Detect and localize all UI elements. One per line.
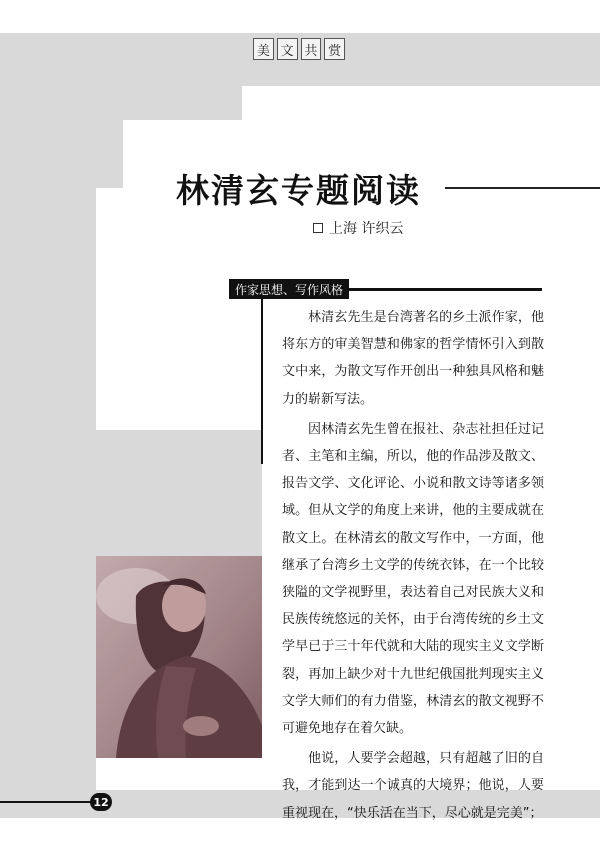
square-bullet-icon [313,223,323,233]
paragraph: 因林清玄先生曾在报社、杂志社担任过记者、主笔和主编，所以，他的作品涉及散文、报告文学、文化评论、小说和散文诗等诸多领域。但从文学的角度上来讲，他的主要成就在散文上。在林清玄的散文写作中，一方面，他继承了台湾乡土文学的传统衣钵，在一个比较狭隘的文学视野里，表达着自己对民族大义和民族传统悠远的关怀，由于台湾传统的乡土文学早已于三十年代就和大陆的现实主义文学断裂，再加上缺少对十九世纪俄国批判现实主义文学大师们的有力借鉴，林清玄的散文视野不可避免地存在着欠缺。 [282,421,544,737]
author-line [313,218,403,238]
author-name: 上海 许织云 [329,221,404,237]
vertical-rule [261,299,263,464]
column-label-char: 赏 [324,38,345,60]
background-step [96,430,262,482]
article-title: 林清玄专题阅读 [176,171,421,210]
background-band-left [0,33,96,798]
column-label [253,38,345,60]
paragraph: 林清玄先生是台湾著名的乡土派作家，他将东方的审美智慧和佛家的哲学情怀引入到散文中来，为散文写作开创出一种独具风格和魅力的崭新写法。 [282,310,544,407]
paragraph: 他说，人要学会超越，只有超越了旧的自我，才能到达一个诚真的大境界；他说，人要重视现在，“快乐活在当下，尽心就是完美”； [282,751,544,821]
article-body [282,304,544,827]
section-tag: 作家思想、写作风格 [229,279,349,299]
page-number: 12 [90,793,112,811]
author-photo [96,556,262,758]
column-label-char: 文 [277,38,298,60]
title-rule [445,187,600,189]
background-step [96,482,262,556]
column-label-char: 美 [253,38,274,60]
background-step [96,120,123,188]
column-label-char: 共 [301,38,322,60]
background-step [96,86,242,120]
section-rule [348,288,542,291]
footer-rule [0,801,90,803]
